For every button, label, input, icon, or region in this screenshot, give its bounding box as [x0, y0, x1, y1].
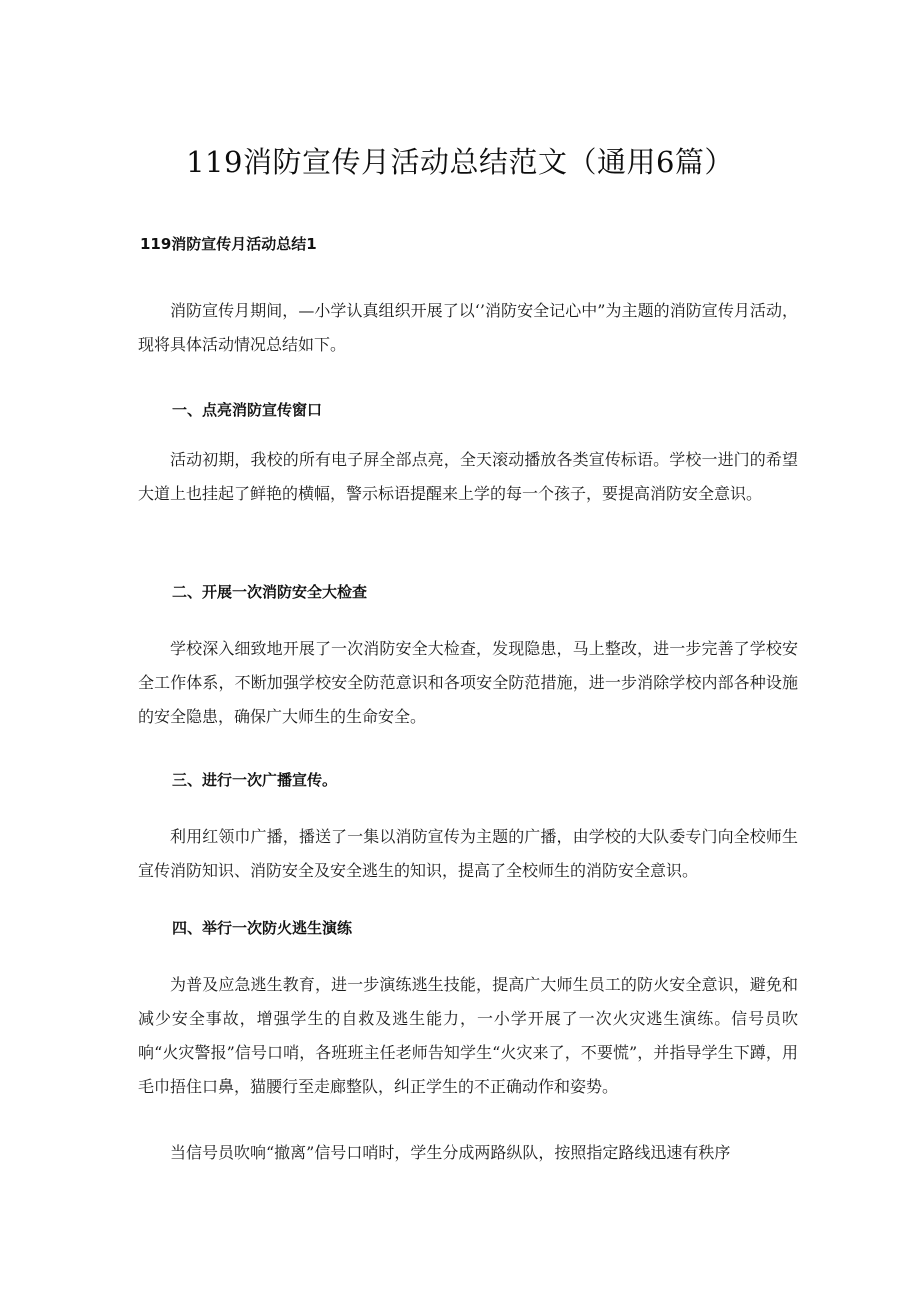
- intro-paragraph: 消防宣传月期间，—小学认真组织开展了以‘’消防安全记心中”为主题的消防宣传月活动，现将具体活动情况总结如下。: [138, 301, 798, 354]
- heading-2: 二、开展一次消防安全大检查: [172, 583, 368, 601]
- paragraph-1: 活动初期，我校的所有电子屏全部点亮，全天滚动播放各类宣传标语。学校一进门的希望大道上也挂起了鲜艳的横幅，警示标语提醒来上学的每一个孩子，要提高消防安全意识。: [138, 450, 798, 503]
- paragraph-4: 为普及应急逃生教育，进一步演练逃生技能，提高广大师生员工的防火安全意识，避免和减少安全事故，增强学生的自救及逃生能力，一小学开展了一次火灾逃生演练。信号员吹响“火灾警报”信号口哨，各班班主任老师告知学生“火灾来了，不要慌”，并指导学生下蹲，用毛巾捂住口鼻，猫腰行至走廊整队，纠正学生的不正确动作和姿势。: [138, 975, 798, 1096]
- paragraph-3: 利用红领巾广播，播送了一集以消防宣传为主题的广播，由学校的大队委专门向全校师生宣传消防知识、消防安全及安全逃生的知识，提高了全校师生的消防安全意识。: [138, 827, 798, 880]
- closing-paragraph: 当信号员吹响“撤离”信号口哨时，学生分成两路纵队，按照指定路线迅速有秩序: [170, 1143, 731, 1162]
- heading-1: 一、点亮消防宣传窗口: [172, 401, 323, 419]
- heading-4: 四、举行一次防火逃生演练: [172, 919, 353, 937]
- document-title: 119消防宣传月活动总结范文（通用6篇）: [186, 145, 734, 179]
- heading-3: 三、进行一次广播宣传。: [172, 771, 338, 789]
- paragraph-2: 学校深入细致地开展了一次消防安全大检查，发现隐患，马上整改，进一步完善了学校安全工作体系，不断加强学校安全防范意识和各项安全防范措施，进一步消除学校内部各种设施的安全隐患，确保广大师生的生命安全。: [138, 639, 798, 726]
- section-title: 119消防宣传月活动总结1: [140, 235, 317, 253]
